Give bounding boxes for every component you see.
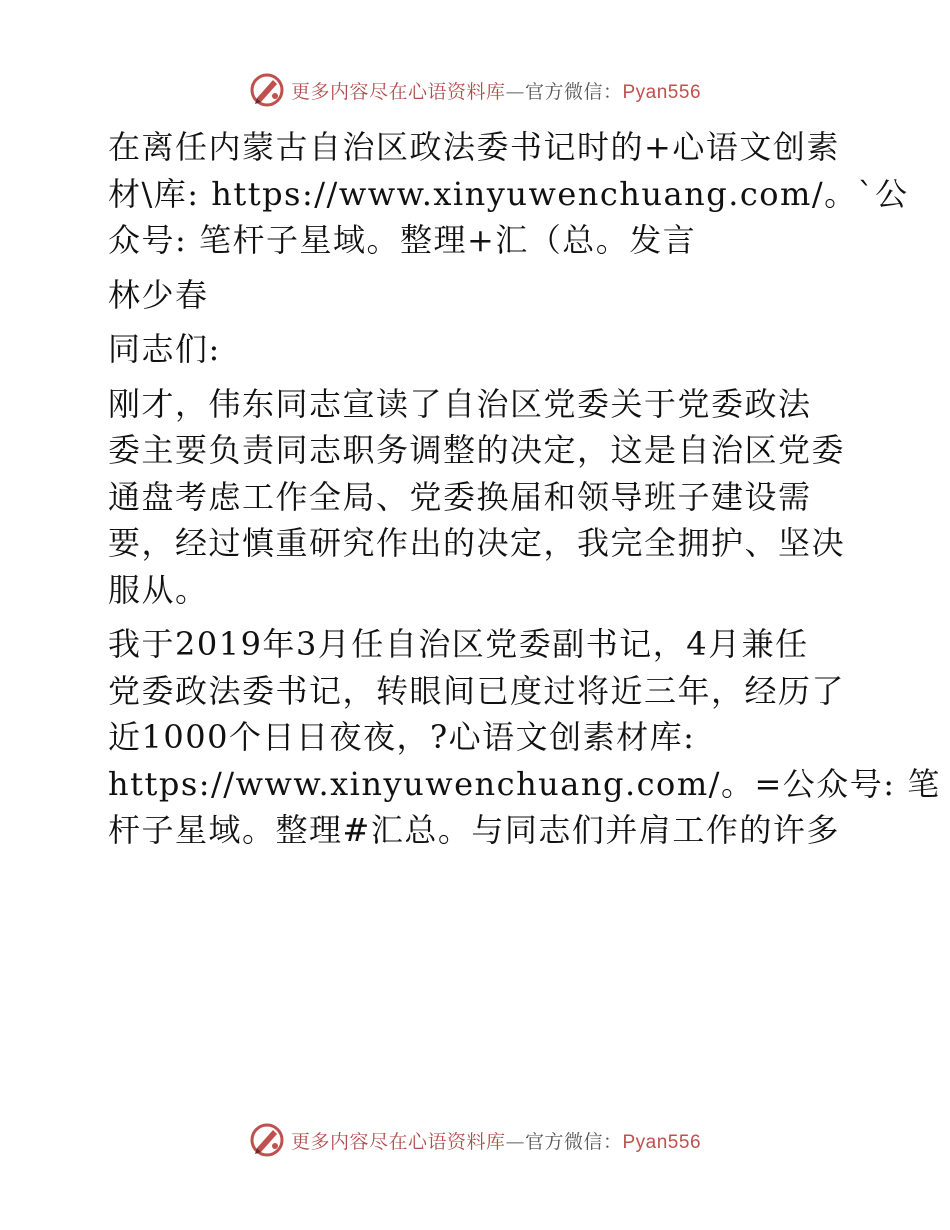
red-pen-seal-icon — [249, 72, 285, 108]
banner-wechat-label: 官方微信： — [524, 1130, 623, 1153]
text-line: 我于2019年3月任自治区党委副书记，4月兼任 — [108, 625, 809, 663]
text-line: 委主要负责同志职务调整的决定，这是自治区党委 — [108, 431, 846, 469]
header-banner — [0, 70, 950, 110]
paragraph — [96, 381, 856, 614]
banner-content — [249, 72, 701, 108]
text-line: 要，经过慎重研究作出的决定，我完全拥护、坚决 — [108, 524, 846, 562]
banner-wechat-id: Pyan556 — [622, 81, 702, 103]
text-line: 同志们: — [108, 330, 221, 368]
paragraph — [96, 124, 909, 264]
banner-wechat-label: 官方微信： — [524, 80, 623, 103]
text-line: 杆子星域。整理#汇总。与同志们并肩工作的许多 — [108, 811, 840, 849]
paragraph — [96, 272, 856, 319]
text-line: 在离任内蒙古自治区政法委书记时的+心语文创素 — [108, 128, 840, 166]
text-line: 党委政法委书记，转眼间已度过将近三年，经历了 — [108, 671, 846, 710]
text-line: 通盘考虑工作全局、党委换届和领导班子建设需 — [108, 477, 812, 516]
banner-main-text: 更多内容尽在心语资料库 — [290, 1130, 506, 1153]
banner-text — [291, 1127, 701, 1154]
paragraph — [96, 621, 941, 854]
text-line: 众号: 笔杆子星域。整理+汇（总。发言 — [108, 221, 697, 259]
banner-wechat-id: Pyan556 — [622, 1131, 702, 1153]
text-line: 材\库: https://www.xinyuwenchuang.com/。`公 — [108, 174, 909, 213]
text-line: 服从。 — [108, 570, 209, 609]
footer-banner — [0, 1120, 950, 1160]
banner-main-text: 更多内容尽在心语资料库 — [290, 80, 506, 103]
document-body — [96, 124, 941, 862]
banner-content — [249, 1122, 701, 1158]
banner-separator: — — [505, 1130, 525, 1153]
text-line: 刚才，伟东同志宣读了自治区党委关于党委政法 — [108, 384, 812, 423]
banner-separator: — — [505, 80, 525, 103]
text-line: 林少春 — [108, 275, 209, 314]
red-pen-seal-icon — [249, 1122, 285, 1158]
banner-text — [291, 77, 701, 104]
text-line: https://www.xinyuwenchuang.com/。=公众号: 笔 — [108, 764, 941, 803]
text-line: 近1000个日日夜夜，?心语文创素材库: — [108, 718, 696, 756]
paragraph — [96, 326, 856, 373]
